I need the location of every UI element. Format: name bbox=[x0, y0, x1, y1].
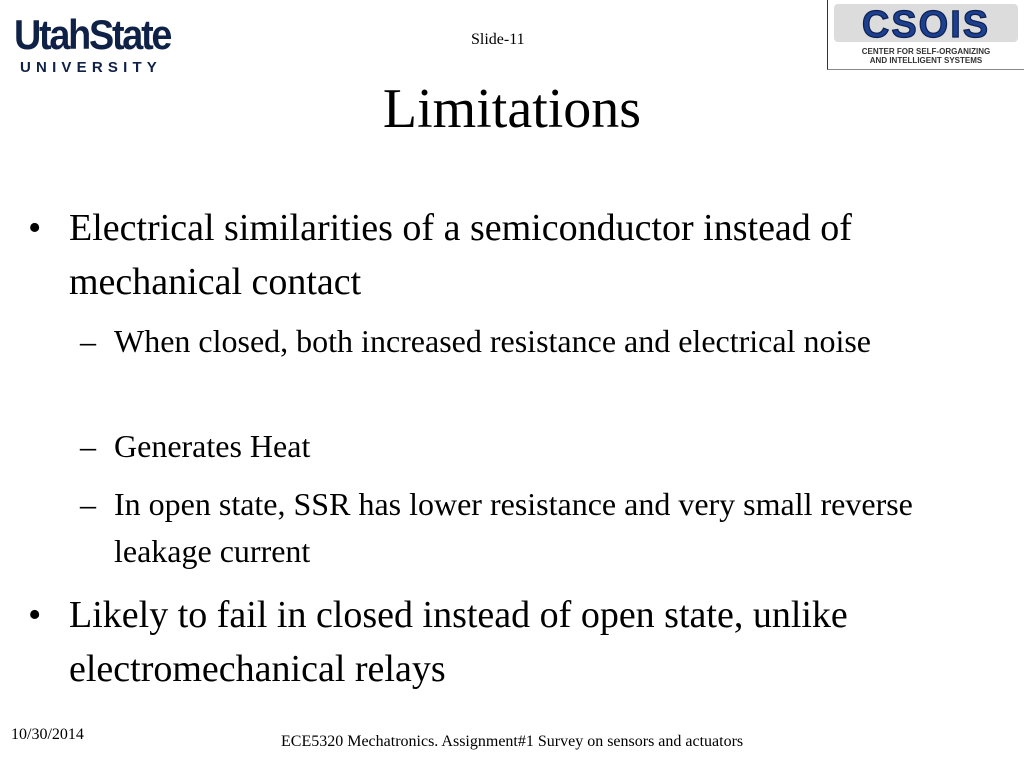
csois-line-2: AND INTELLIGENT SYSTEMS bbox=[869, 56, 983, 65]
bullet-marker: • bbox=[28, 207, 42, 249]
csois-line-1: CENTER FOR SELF-ORGANIZING bbox=[861, 47, 991, 56]
sub-bullet-text: Generates Heat bbox=[114, 428, 311, 464]
bullet-text: Electrical similarities of a semiconductor instead of mechanical contact bbox=[69, 207, 852, 303]
sub-bullet-marker: – bbox=[80, 323, 96, 359]
bullet-text: Likely to fail in closed instead of open state, unlike electromechanical relays bbox=[69, 594, 848, 690]
logo-subtitle: UNIVERSITY bbox=[20, 59, 163, 76]
sub-bullet-text: When closed, both increased resistance and electrical noise bbox=[114, 323, 871, 359]
slide-number: Slide-11 bbox=[471, 31, 525, 48]
csois-wordmark: CSOIS bbox=[861, 4, 991, 46]
sub-bullet-text: In open state, SSR has lower resistance and very small reverse leakage current bbox=[114, 486, 913, 569]
sub-bullet-marker: – bbox=[80, 486, 96, 522]
footer-course-title: ECE5320 Mechatronics. Assignment#1 Survey on sensors and actuators bbox=[281, 733, 744, 750]
sub-bullet-marker: – bbox=[80, 428, 96, 464]
logo-wordmark: UtahState bbox=[14, 11, 171, 58]
slide-title: Limitations bbox=[382, 78, 642, 140]
bullet-marker: • bbox=[28, 594, 42, 636]
footer-date: 10/30/2014 bbox=[11, 726, 84, 743]
